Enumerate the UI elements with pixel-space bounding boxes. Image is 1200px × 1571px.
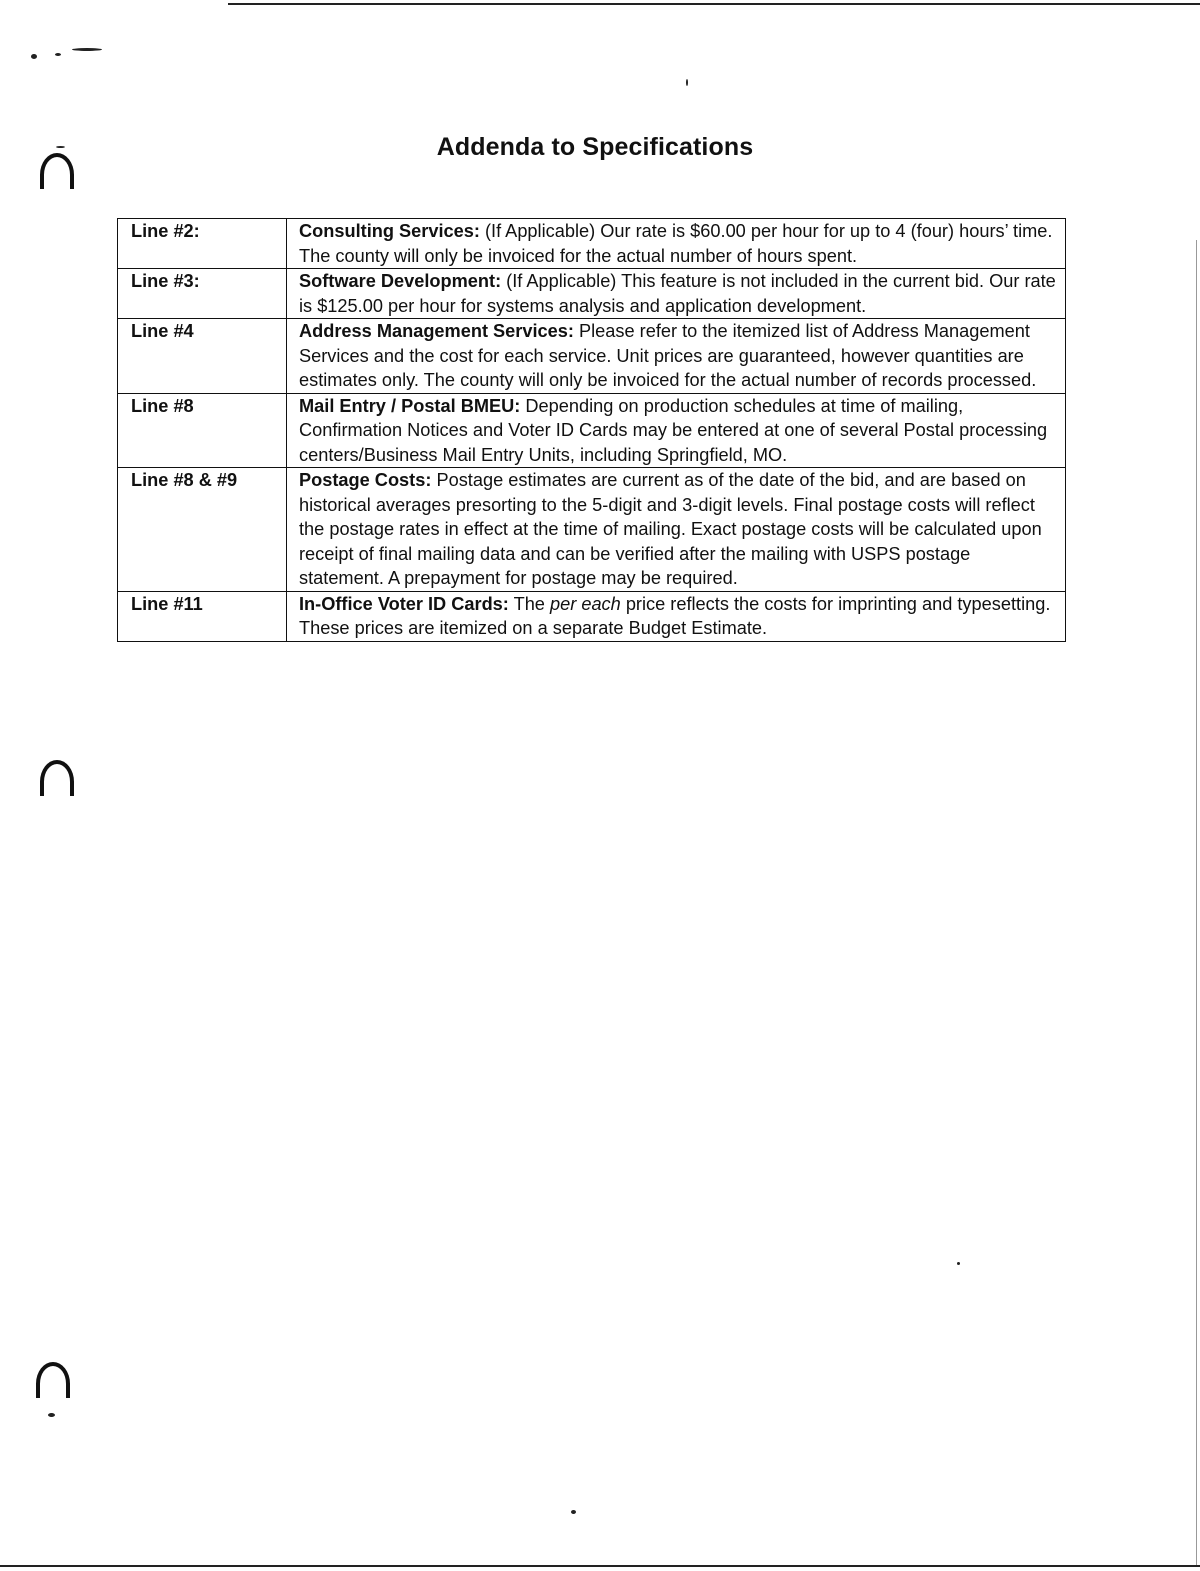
line-number-cell: Line #8 — [118, 393, 287, 468]
term-label: Mail Entry / Postal BMEU: — [299, 395, 521, 416]
scan-speck — [48, 1413, 55, 1417]
line-number-cell: Line #2: — [118, 219, 287, 269]
line-number-cell: Line #8 & #9 — [118, 468, 287, 592]
description-text: The — [508, 593, 550, 614]
scan-speck — [957, 1262, 960, 1265]
description-cell — [287, 219, 1066, 269]
description-cell — [287, 319, 1066, 394]
table-row — [118, 393, 1066, 468]
description-cell — [287, 269, 1066, 319]
scan-speck — [31, 54, 37, 59]
term-label: Consulting Services: — [299, 221, 480, 241]
line-number-cell: Line #3: — [118, 269, 287, 319]
description-text: (If Applicable) Our rate is $60.00 per hour for up to 4 (four) hours’ time. The county will only be invoiced for the actual number of hours spent. — [299, 221, 1053, 266]
scan-edge-line-right — [1196, 240, 1197, 1565]
term-label: Address Management Services: — [299, 321, 574, 341]
description-cell — [287, 468, 1066, 592]
binder-hole-icon — [36, 1362, 70, 1398]
scan-edge-line-top — [228, 3, 1200, 5]
description-text: (If Applicable) This feature is not included in the current bid. Our rate is $125.00 per hour for systems analysis and application development. — [299, 271, 1056, 316]
document-title: Addenda to Specifications — [436, 133, 754, 161]
table-row — [118, 591, 1066, 641]
description-text: Depending on production schedules at time of mailing, Confirmation Notices and Voter ID Cards may be entered at one of several Postal processing centers/Business Mail Entry Units, including Springfield, MO. — [299, 395, 1048, 465]
description-cell — [287, 591, 1066, 641]
table-row — [118, 219, 1066, 269]
addenda-table — [117, 218, 1066, 642]
description-cell — [287, 393, 1066, 468]
table-row — [118, 468, 1066, 592]
term-label: Software Development: — [299, 271, 502, 291]
line-number-cell: Line #11 — [118, 591, 287, 641]
scan-edge-line-bottom — [0, 1565, 1200, 1567]
description-text: Postage estimates are current as of the date of the bid, and are based on historical averages presorting to the 5-digit and 3-digit levels. Final postage costs will reflect the postage rates in effect at the time of mailing. Exact postage costs will be calculated upon receipt of final mailing data and can be verified after the mailing with USPS postage statement. A prepayment for postage may be required. — [299, 470, 1042, 588]
scan-speck — [72, 48, 102, 51]
table-row — [118, 269, 1066, 319]
term-label: Postage Costs: — [299, 470, 432, 490]
description-text: price reflects the costs for imprinting and typesetting. These prices are itemized on a separate Budget Estimate. — [299, 593, 1051, 638]
emphasis-text: per each — [549, 593, 621, 614]
scan-speck — [55, 53, 61, 56]
term-label: In-Office Voter ID Cards: — [299, 593, 509, 614]
line-number-cell: Line #4 — [118, 319, 287, 394]
table-row — [118, 319, 1066, 394]
scan-speck — [571, 1510, 576, 1514]
scan-speck — [686, 79, 688, 86]
binder-hole-icon — [40, 760, 74, 796]
description-text: Please refer to the itemized list of Address Management Services and the cost for each service. Unit prices are guaranteed, however quantities are estimates only. The county will only be invoiced for the actual number of records processed. — [299, 321, 1037, 390]
